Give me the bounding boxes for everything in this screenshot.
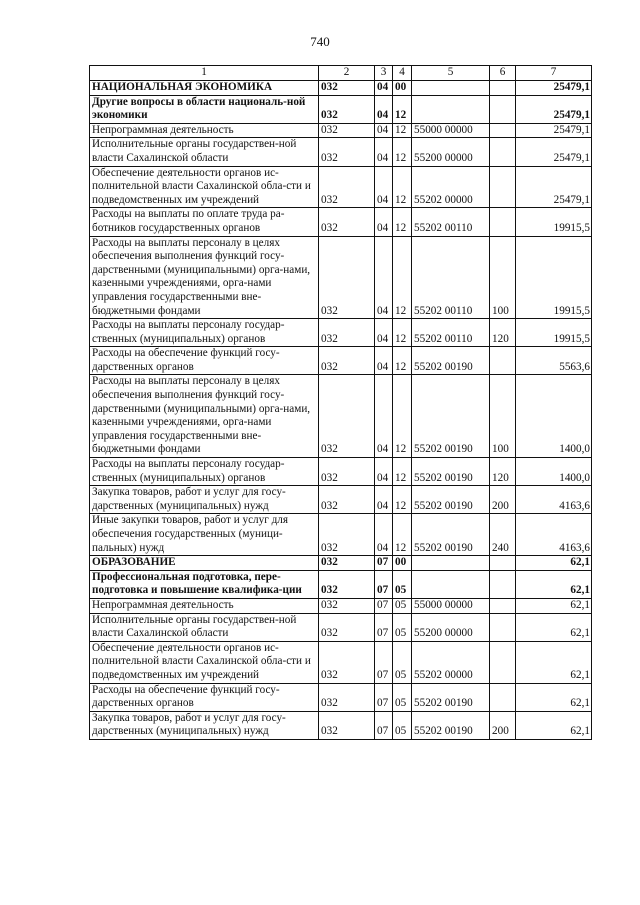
expense-type-code bbox=[490, 81, 516, 96]
subsection-code: 05 bbox=[393, 683, 412, 711]
ministry-code: 032 bbox=[319, 598, 375, 613]
expense-type-code bbox=[490, 208, 516, 236]
table-row bbox=[90, 641, 592, 683]
target-article-code: 55202 00190 bbox=[412, 683, 490, 711]
table-row bbox=[90, 458, 592, 486]
section-code: 07 bbox=[375, 683, 393, 711]
table-row bbox=[90, 598, 592, 613]
section-code: 04 bbox=[375, 95, 393, 123]
subsection-code: 12 bbox=[393, 208, 412, 236]
item-name: Расходы на выплаты персоналу государ-ственных (муниципальных) органов bbox=[90, 319, 319, 347]
ministry-code: 032 bbox=[319, 613, 375, 641]
expense-type-code: 240 bbox=[490, 514, 516, 556]
column-number-row bbox=[90, 66, 592, 81]
target-article-code: 55000 00000 bbox=[412, 598, 490, 613]
section-code: 07 bbox=[375, 711, 393, 739]
ministry-code: 032 bbox=[319, 514, 375, 556]
table-row bbox=[90, 123, 592, 138]
target-article-code: 55200 00000 bbox=[412, 613, 490, 641]
item-name: Обеспечение деятельности органов ис-полнительной власти Сахалинской обла-сти и подведомственных им учреждений bbox=[90, 166, 319, 208]
expense-type-code bbox=[490, 123, 516, 138]
amount: 62,1 bbox=[516, 613, 592, 641]
ministry-code: 032 bbox=[319, 236, 375, 319]
subsection-code: 12 bbox=[393, 138, 412, 166]
target-article-code: 55000 00000 bbox=[412, 123, 490, 138]
expense-type-code bbox=[490, 556, 516, 571]
amount: 62,1 bbox=[516, 683, 592, 711]
section-code: 04 bbox=[375, 81, 393, 96]
subsection-code: 00 bbox=[393, 81, 412, 96]
target-article-code bbox=[412, 95, 490, 123]
section-code: 04 bbox=[375, 166, 393, 208]
item-name: НАЦИОНАЛЬНАЯ ЭКОНОМИКА bbox=[90, 81, 319, 96]
subsection-code: 12 bbox=[393, 486, 412, 514]
column-number: 5 bbox=[412, 66, 490, 81]
section-code: 04 bbox=[375, 514, 393, 556]
item-name: Исполнительные органы государствен-ной власти Сахалинской области bbox=[90, 138, 319, 166]
amount: 1400,0 bbox=[516, 458, 592, 486]
subsection-code: 12 bbox=[393, 319, 412, 347]
amount: 19915,5 bbox=[516, 319, 592, 347]
expense-type-code bbox=[490, 95, 516, 123]
subsection-code: 12 bbox=[393, 166, 412, 208]
amount: 25479,1 bbox=[516, 123, 592, 138]
ministry-code: 032 bbox=[319, 711, 375, 739]
target-article-code: 55202 00110 bbox=[412, 208, 490, 236]
target-article-code: 55200 00000 bbox=[412, 138, 490, 166]
amount: 4163,6 bbox=[516, 514, 592, 556]
subsection-code: 12 bbox=[393, 514, 412, 556]
expense-type-code bbox=[490, 166, 516, 208]
section-code: 04 bbox=[375, 458, 393, 486]
table-row bbox=[90, 711, 592, 739]
subsection-code: 00 bbox=[393, 556, 412, 571]
expense-type-code bbox=[490, 138, 516, 166]
table-row bbox=[90, 570, 592, 598]
item-name: Закупка товаров, работ и услуг для госу-дарственных (муниципальных) нужд bbox=[90, 486, 319, 514]
ministry-code: 032 bbox=[319, 208, 375, 236]
target-article-code: 55202 00000 bbox=[412, 166, 490, 208]
section-code: 04 bbox=[375, 347, 393, 375]
section-code: 07 bbox=[375, 570, 393, 598]
target-article-code bbox=[412, 81, 490, 96]
section-code: 07 bbox=[375, 613, 393, 641]
expense-type-code: 120 bbox=[490, 319, 516, 347]
amount: 25479,1 bbox=[516, 166, 592, 208]
subsection-code: 05 bbox=[393, 613, 412, 641]
section-code: 04 bbox=[375, 486, 393, 514]
expense-type-code bbox=[490, 613, 516, 641]
expense-type-code bbox=[490, 598, 516, 613]
ministry-code: 032 bbox=[319, 375, 375, 458]
table-row bbox=[90, 166, 592, 208]
table-row bbox=[90, 613, 592, 641]
ministry-code: 032 bbox=[319, 166, 375, 208]
item-name: Расходы на выплаты персоналу государ-ственных (муниципальных) органов bbox=[90, 458, 319, 486]
table-row bbox=[90, 95, 592, 123]
item-name: Другие вопросы в области националь-ной экономики bbox=[90, 95, 319, 123]
item-name: ОБРАЗОВАНИЕ bbox=[90, 556, 319, 571]
item-name: Исполнительные органы государствен-ной власти Сахалинской области bbox=[90, 613, 319, 641]
ministry-code: 032 bbox=[319, 570, 375, 598]
column-number: 1 bbox=[90, 66, 319, 81]
subsection-code: 05 bbox=[393, 570, 412, 598]
column-number: 6 bbox=[490, 66, 516, 81]
budget-table bbox=[89, 65, 592, 740]
section-code: 07 bbox=[375, 598, 393, 613]
target-article-code: 55202 00110 bbox=[412, 236, 490, 319]
subsection-code: 12 bbox=[393, 123, 412, 138]
table-row bbox=[90, 208, 592, 236]
target-article-code: 55202 00190 bbox=[412, 486, 490, 514]
target-article-code: 55202 00000 bbox=[412, 641, 490, 683]
table-row bbox=[90, 81, 592, 96]
amount: 25479,1 bbox=[516, 138, 592, 166]
target-article-code: 55202 00190 bbox=[412, 514, 490, 556]
item-name: Закупка товаров, работ и услуг для госу-дарственных (муниципальных) нужд bbox=[90, 711, 319, 739]
amount: 62,1 bbox=[516, 711, 592, 739]
amount: 25479,1 bbox=[516, 95, 592, 123]
column-number: 2 bbox=[319, 66, 375, 81]
table-row bbox=[90, 138, 592, 166]
table-row bbox=[90, 514, 592, 556]
section-code: 04 bbox=[375, 236, 393, 319]
section-code: 04 bbox=[375, 138, 393, 166]
section-code: 04 bbox=[375, 208, 393, 236]
item-name: Непрограммная деятельность bbox=[90, 598, 319, 613]
amount: 4163,6 bbox=[516, 486, 592, 514]
amount: 62,1 bbox=[516, 641, 592, 683]
subsection-code: 12 bbox=[393, 375, 412, 458]
amount: 19915,5 bbox=[516, 236, 592, 319]
amount: 19915,5 bbox=[516, 208, 592, 236]
ministry-code: 032 bbox=[319, 319, 375, 347]
amount: 5563,6 bbox=[516, 347, 592, 375]
expense-type-code bbox=[490, 683, 516, 711]
expense-type-code: 100 bbox=[490, 375, 516, 458]
target-article-code: 55202 00190 bbox=[412, 347, 490, 375]
ministry-code: 032 bbox=[319, 486, 375, 514]
table-row bbox=[90, 319, 592, 347]
section-code: 07 bbox=[375, 641, 393, 683]
ministry-code: 032 bbox=[319, 556, 375, 571]
target-article-code bbox=[412, 556, 490, 571]
table-row bbox=[90, 375, 592, 458]
item-name: Расходы на выплаты персоналу в целях обеспечения выполнения функций госу-дарственными (муниципальными) орга-нами, казенными учреждениями, орга-нами управления государственными вне-бюджетными фондами bbox=[90, 375, 319, 458]
subsection-code: 12 bbox=[393, 95, 412, 123]
ministry-code: 032 bbox=[319, 81, 375, 96]
target-article-code bbox=[412, 570, 490, 598]
item-name: Иные закупки товаров, работ и услуг для обеспечения государственных (муници-пальных) нужд bbox=[90, 514, 319, 556]
expense-type-code: 200 bbox=[490, 486, 516, 514]
table-row bbox=[90, 683, 592, 711]
item-name: Расходы на выплаты по оплате труда ра-ботников государственных органов bbox=[90, 208, 319, 236]
item-name: Профессиональная подготовка, пере-подготовка и повышение квалифика-ции bbox=[90, 570, 319, 598]
subsection-code: 12 bbox=[393, 347, 412, 375]
expense-type-code bbox=[490, 570, 516, 598]
expense-type-code bbox=[490, 347, 516, 375]
expense-type-code: 200 bbox=[490, 711, 516, 739]
item-name: Непрограммная деятельность bbox=[90, 123, 319, 138]
page-number: 740 bbox=[310, 34, 330, 49]
column-number: 7 bbox=[516, 66, 592, 81]
ministry-code: 032 bbox=[319, 95, 375, 123]
table-row bbox=[90, 556, 592, 571]
column-number: 4 bbox=[393, 66, 412, 81]
target-article-code: 55202 00190 bbox=[412, 375, 490, 458]
table-row bbox=[90, 236, 592, 319]
column-number: 3 bbox=[375, 66, 393, 81]
target-article-code: 55202 00190 bbox=[412, 711, 490, 739]
table-row bbox=[90, 486, 592, 514]
ministry-code: 032 bbox=[319, 683, 375, 711]
ministry-code: 032 bbox=[319, 123, 375, 138]
section-code: 04 bbox=[375, 375, 393, 458]
item-name: Расходы на обеспечение функций госу-дарственных органов bbox=[90, 347, 319, 375]
expense-type-code: 120 bbox=[490, 458, 516, 486]
section-code: 04 bbox=[375, 319, 393, 347]
ministry-code: 032 bbox=[319, 641, 375, 683]
item-name: Обеспечение деятельности органов ис-полнительной власти Сахалинской обла-сти и подведомственных им учреждений bbox=[90, 641, 319, 683]
section-code: 04 bbox=[375, 123, 393, 138]
amount: 25479,1 bbox=[516, 81, 592, 96]
amount: 62,1 bbox=[516, 598, 592, 613]
target-article-code: 55202 00190 bbox=[412, 458, 490, 486]
expense-type-code: 100 bbox=[490, 236, 516, 319]
amount: 62,1 bbox=[516, 556, 592, 571]
subsection-code: 05 bbox=[393, 641, 412, 683]
item-name: Расходы на обеспечение функций госу-дарственных органов bbox=[90, 683, 319, 711]
expense-type-code bbox=[490, 641, 516, 683]
section-code: 07 bbox=[375, 556, 393, 571]
ministry-code: 032 bbox=[319, 138, 375, 166]
subsection-code: 12 bbox=[393, 458, 412, 486]
subsection-code: 12 bbox=[393, 236, 412, 319]
ministry-code: 032 bbox=[319, 347, 375, 375]
subsection-code: 05 bbox=[393, 711, 412, 739]
amount: 62,1 bbox=[516, 570, 592, 598]
table-row bbox=[90, 347, 592, 375]
ministry-code: 032 bbox=[319, 458, 375, 486]
item-name: Расходы на выплаты персоналу в целях обеспечения выполнения функций госу-дарственными (муниципальными) орга-нами, казенными учреждениями, орга-нами управления государственными вне-бюджетными фондами bbox=[90, 236, 319, 319]
subsection-code: 05 bbox=[393, 598, 412, 613]
amount: 1400,0 bbox=[516, 375, 592, 458]
target-article-code: 55202 00110 bbox=[412, 319, 490, 347]
